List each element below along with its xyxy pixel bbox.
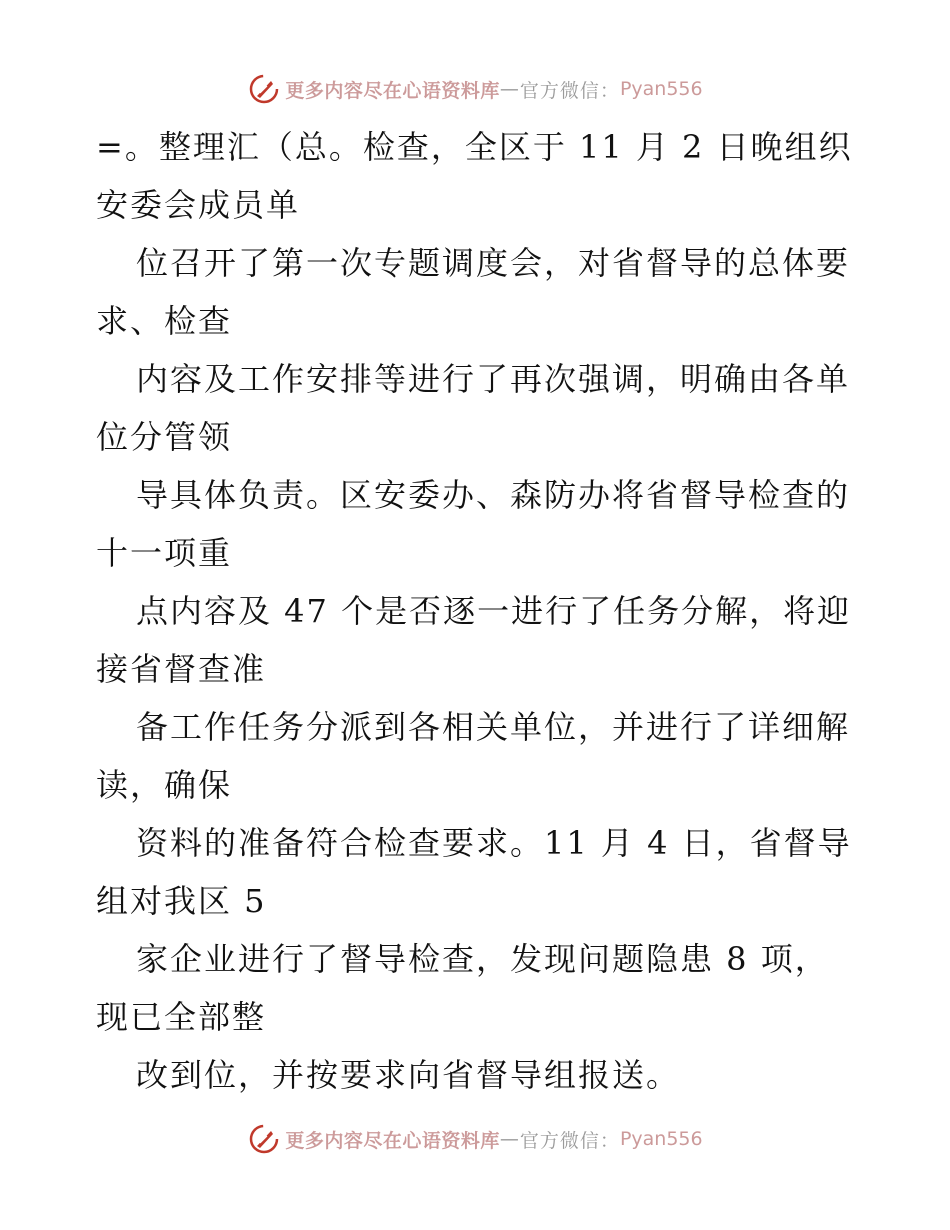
watermark-wechat-id: Pyan556: [619, 78, 703, 100]
text-line: 资料的准备符合检查要求。11 月 4 日，省督导: [136, 824, 852, 862]
footer-watermark: [0, 1122, 950, 1156]
text-line: 位分管领: [96, 418, 233, 456]
feather-pen-logo-icon: [247, 72, 281, 106]
text-line: 位召开了第一次专题调度会，对省督导的总体要: [136, 244, 851, 282]
text-line: 接省督查准: [96, 650, 267, 688]
document-body: [96, 118, 866, 1104]
watermark-main-text: 更多内容尽在心语资料库: [285, 1129, 500, 1152]
text-line: 导具体负责。区安委办、森防办将省督导检查的: [136, 476, 851, 514]
text-line: 家企业进行了督导检查，发现问题隐患 8 项，: [136, 940, 829, 978]
text-line: 安委会成员单: [96, 186, 301, 224]
text-line: 点内容及 47 个是否逐一进行了任务分解，将迎: [136, 592, 852, 630]
text-line: =。整理汇（总。检查，全区于 11 月 2 日晚组织: [96, 128, 853, 166]
watermark-main-text: 更多内容尽在心语资料库: [285, 79, 500, 102]
text-line: 读，确保: [96, 766, 233, 804]
watermark-dash: —: [499, 78, 520, 100]
watermark-official-label: 官方微信：: [519, 79, 620, 102]
text-line: 现已全部整: [96, 998, 267, 1036]
text-line: 改到位，并按要求向省督导组报送。: [136, 1056, 681, 1094]
watermark-wechat-id: Pyan556: [619, 1128, 703, 1150]
watermark-official-label: 官方微信：: [519, 1129, 620, 1152]
watermark-dash: —: [499, 1128, 520, 1150]
text-line: 内容及工作安排等进行了再次强调，明确由各单: [136, 360, 851, 398]
text-line: 十一项重: [96, 534, 233, 572]
text-line: 备工作任务分派到各相关单位，并进行了详细解: [136, 708, 851, 746]
header-watermark: [0, 72, 950, 106]
text-line: 求、检查: [96, 302, 233, 340]
feather-pen-logo-icon: [247, 1122, 281, 1156]
text-line: 组对我区 5: [96, 882, 267, 920]
